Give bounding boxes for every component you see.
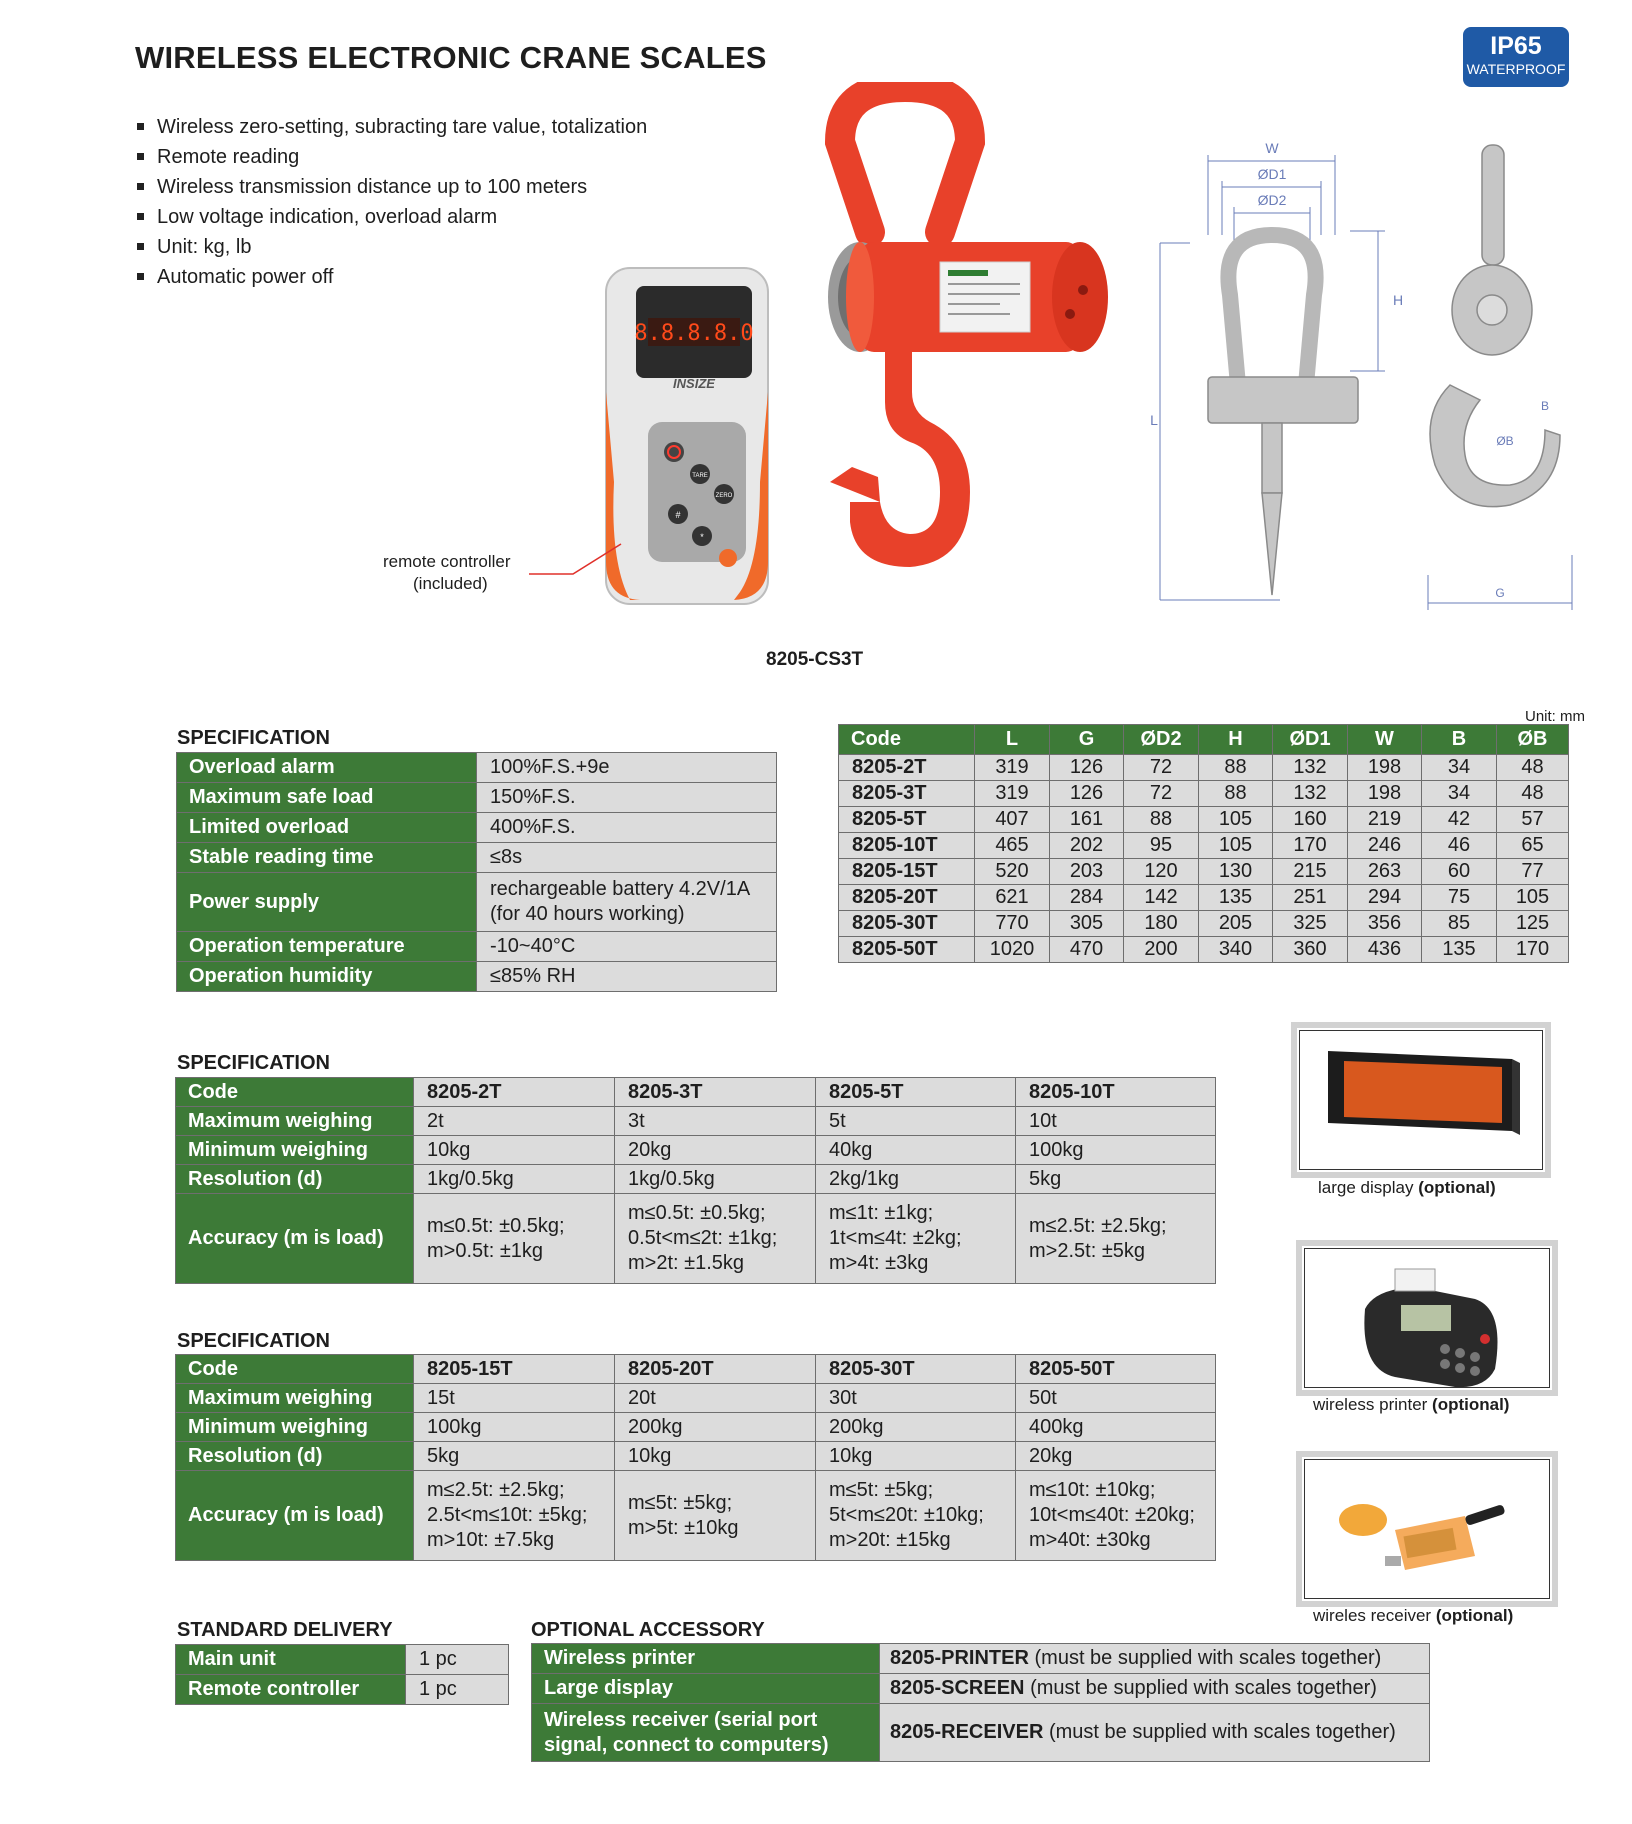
column-header: ØD1 bbox=[1273, 725, 1348, 755]
dim-value: 72 bbox=[1124, 781, 1199, 807]
spec-value: 20kg bbox=[615, 1136, 816, 1165]
accessory-note: (must be supplied with scales together) bbox=[1034, 1647, 1382, 1669]
table-row bbox=[839, 859, 1569, 885]
remote-caption-line1: remote controller bbox=[383, 552, 511, 571]
accuracy-cell bbox=[1016, 1471, 1216, 1561]
large-display-image bbox=[1291, 1022, 1551, 1178]
spec-label: Accuracy (m is load) bbox=[176, 1471, 414, 1561]
standard-delivery-table bbox=[175, 1644, 509, 1705]
dim-value: 215 bbox=[1273, 859, 1348, 885]
table-row bbox=[177, 843, 777, 873]
spec-value: 400kg bbox=[1016, 1413, 1216, 1442]
feature-item: Automatic power off bbox=[135, 262, 647, 292]
column-header: B bbox=[1422, 725, 1497, 755]
spec1-title: SPECIFICATION bbox=[177, 727, 330, 749]
accuracy-line: m>5t: ±10kg bbox=[628, 1516, 739, 1539]
dim-value: 319 bbox=[975, 755, 1050, 781]
accuracy-cell bbox=[414, 1471, 615, 1561]
dim-value: 294 bbox=[1348, 885, 1422, 911]
delivery-item: Main unit bbox=[176, 1645, 406, 1675]
dim-value: 319 bbox=[975, 781, 1050, 807]
dim-value: 142 bbox=[1124, 885, 1199, 911]
accessory-code: 8205-PRINTER bbox=[890, 1647, 1029, 1669]
dim-value: 251 bbox=[1273, 885, 1348, 911]
table-row bbox=[177, 753, 777, 783]
dim-value: 72 bbox=[1124, 755, 1199, 781]
spec-value: 3t bbox=[615, 1107, 816, 1136]
spec-label: Maximum safe load bbox=[177, 783, 477, 813]
spec-label: Code bbox=[176, 1078, 414, 1107]
spec-value: -10~40°C bbox=[477, 932, 777, 962]
table-header-row bbox=[839, 725, 1569, 755]
column-header: L bbox=[975, 725, 1050, 755]
spec-value: 400%F.S. bbox=[477, 813, 777, 843]
spec-label: Limited overload bbox=[177, 813, 477, 843]
dim-label-h: H bbox=[1392, 292, 1404, 308]
spec-code: 8205-3T bbox=[615, 1078, 816, 1107]
callout-line bbox=[525, 540, 625, 580]
dim-value: 246 bbox=[1348, 833, 1422, 859]
dim-value: 263 bbox=[1348, 859, 1422, 885]
spec-label: Power supply bbox=[177, 873, 477, 932]
accessory-code: 8205-SCREEN bbox=[890, 1677, 1025, 1699]
spec-label: Accuracy (m is load) bbox=[176, 1194, 414, 1284]
accessory-item-line: signal, connect to computers) bbox=[544, 1733, 829, 1756]
dim-value: 75 bbox=[1422, 885, 1497, 911]
receiver-icon bbox=[1305, 1460, 1559, 1608]
table-row bbox=[177, 873, 777, 932]
dimensions-table bbox=[838, 724, 1569, 963]
dim-value: 60 bbox=[1422, 859, 1497, 885]
spec-code: 8205-2T bbox=[414, 1078, 615, 1107]
spec-code: 8205-15T bbox=[414, 1355, 615, 1384]
dim-code: 8205-10T bbox=[839, 833, 975, 859]
column-header: G bbox=[1050, 725, 1124, 755]
dim-value: 105 bbox=[1199, 807, 1273, 833]
spec-value: 5t bbox=[816, 1107, 1016, 1136]
accuracy-line: m≤2.5t: ±2.5kg; bbox=[427, 1479, 565, 1501]
spec-value: 10t bbox=[1016, 1107, 1216, 1136]
accuracy-line: m≤1t: ±1kg; bbox=[829, 1202, 934, 1224]
dim-value: 88 bbox=[1199, 755, 1273, 781]
accessory-item bbox=[532, 1704, 880, 1762]
dim-value: 48 bbox=[1497, 781, 1569, 807]
dim-value: 88 bbox=[1199, 781, 1273, 807]
dim-value: 1020 bbox=[975, 937, 1050, 963]
wireless-printer-caption bbox=[1313, 1395, 1509, 1415]
spec-label: Maximum weighing bbox=[176, 1107, 414, 1136]
dim-value: 198 bbox=[1348, 781, 1422, 807]
table-row bbox=[177, 813, 777, 843]
spec-label: Minimum weighing bbox=[176, 1413, 414, 1442]
hash-key-label: # bbox=[675, 510, 681, 520]
spec-label: Stable reading time bbox=[177, 843, 477, 873]
table-row bbox=[176, 1384, 1216, 1413]
spec-value: 200kg bbox=[615, 1413, 816, 1442]
dim-value: 77 bbox=[1497, 859, 1569, 885]
caption-text: wireless printer bbox=[1313, 1395, 1428, 1414]
accessory-code: 8205-RECEIVER bbox=[890, 1721, 1044, 1743]
dim-value: 407 bbox=[975, 807, 1050, 833]
accessory-item: Large display bbox=[532, 1674, 880, 1704]
dim-code: 8205-50T bbox=[839, 937, 975, 963]
dim-value: 34 bbox=[1422, 755, 1497, 781]
feature-item: Unit: kg, lb bbox=[135, 232, 647, 262]
dim-value: 135 bbox=[1422, 937, 1497, 963]
accuracy-line: m>40t: ±30kg bbox=[1029, 1529, 1151, 1551]
spec-value: 20t bbox=[615, 1384, 816, 1413]
column-header: W bbox=[1348, 725, 1422, 755]
star-key-label: * bbox=[700, 532, 704, 542]
spec-label: Resolution (d) bbox=[176, 1165, 414, 1194]
dim-value: 770 bbox=[975, 911, 1050, 937]
standard-delivery-title: STANDARD DELIVERY bbox=[177, 1619, 393, 1641]
dim-value: 305 bbox=[1050, 911, 1124, 937]
page-title: WIRELESS ELECTRONIC CRANE SCALES bbox=[135, 40, 767, 75]
accuracy-line: 5t<m≤20t: ±10kg; bbox=[829, 1504, 984, 1526]
dim-value: 436 bbox=[1348, 937, 1422, 963]
spec-value: 1kg/0.5kg bbox=[414, 1165, 615, 1194]
dim-value: 356 bbox=[1348, 911, 1422, 937]
dim-value: 465 bbox=[975, 833, 1050, 859]
remote-brand-logo: INSIZE bbox=[673, 376, 715, 391]
spec-code: 8205-20T bbox=[615, 1355, 816, 1384]
accuracy-cell bbox=[615, 1471, 816, 1561]
spec-value: 10kg bbox=[615, 1442, 816, 1471]
caption-optional: (optional) bbox=[1435, 1606, 1514, 1625]
remote-display-digits: 8.8.8.8.0 bbox=[634, 321, 754, 346]
product-model: 8205-CS3T bbox=[766, 649, 864, 670]
caption-optional: (optional) bbox=[1418, 1178, 1496, 1197]
delivery-qty: 1 pc bbox=[406, 1645, 509, 1675]
caption-optional: (optional) bbox=[1432, 1395, 1510, 1414]
spec-value: 5kg bbox=[1016, 1165, 1216, 1194]
spec2-table bbox=[175, 1077, 1216, 1284]
dim-value: 130 bbox=[1199, 859, 1273, 885]
dim-label-l: L bbox=[1150, 412, 1158, 428]
remote-caption-line2: (included) bbox=[413, 574, 488, 593]
spec-label: Operation humidity bbox=[177, 962, 477, 992]
dim-value: 360 bbox=[1273, 937, 1348, 963]
table-row bbox=[532, 1704, 1430, 1762]
dim-value: 88 bbox=[1124, 807, 1199, 833]
spec-value: 200kg bbox=[816, 1413, 1016, 1442]
dimension-drawing bbox=[1150, 135, 1582, 610]
table-row bbox=[839, 781, 1569, 807]
dim-value: 170 bbox=[1497, 937, 1569, 963]
spec-value: 150%F.S. bbox=[477, 783, 777, 813]
feature-list bbox=[135, 112, 647, 292]
dim-value: 120 bbox=[1124, 859, 1199, 885]
spec-value bbox=[477, 873, 777, 932]
accuracy-cell bbox=[615, 1194, 816, 1284]
table-row bbox=[839, 755, 1569, 781]
table-row bbox=[839, 911, 1569, 937]
dim-value: 198 bbox=[1348, 755, 1422, 781]
accuracy-line: 10t<m≤40t: ±20kg; bbox=[1029, 1504, 1195, 1526]
table-row bbox=[176, 1442, 1216, 1471]
table-row bbox=[177, 783, 777, 813]
dim-value: 95 bbox=[1124, 833, 1199, 859]
accuracy-line: m≤2.5t: ±2.5kg; bbox=[1029, 1214, 1167, 1237]
caption-text: wireles receiver bbox=[1313, 1606, 1432, 1625]
accessory-note: (must be supplied with scales together) bbox=[1030, 1677, 1377, 1699]
dim-label-g: G bbox=[1495, 586, 1505, 600]
table-row bbox=[839, 807, 1569, 833]
delivery-qty: 1 pc bbox=[406, 1675, 509, 1705]
dim-value: 34 bbox=[1422, 781, 1497, 807]
dim-label-b: B bbox=[1540, 399, 1550, 413]
accessory-code-cell bbox=[880, 1674, 1430, 1704]
table-row bbox=[176, 1078, 1216, 1107]
dim-value: 621 bbox=[975, 885, 1050, 911]
dim-value: 85 bbox=[1422, 911, 1497, 937]
accessory-code-cell bbox=[880, 1704, 1430, 1762]
zero-key-label: ZERO bbox=[715, 493, 733, 499]
accuracy-cell bbox=[816, 1471, 1016, 1561]
accessory-note: (must be supplied with scales together) bbox=[1048, 1721, 1396, 1743]
table-row bbox=[532, 1674, 1430, 1704]
caption-text: large display bbox=[1318, 1178, 1414, 1197]
table-row bbox=[176, 1471, 1216, 1561]
accuracy-cell bbox=[816, 1194, 1016, 1284]
spec-label: Overload alarm bbox=[177, 753, 477, 783]
spec-value: 5kg bbox=[414, 1442, 615, 1471]
spec-label: Code bbox=[176, 1355, 414, 1384]
accuracy-line: 0.5t<m≤2t: ±1kg; bbox=[628, 1227, 778, 1249]
unit-label: Unit: mm bbox=[1525, 708, 1585, 725]
column-header: ØD2 bbox=[1124, 725, 1199, 755]
spec3-title: SPECIFICATION bbox=[177, 1330, 330, 1352]
dim-value: 470 bbox=[1050, 937, 1124, 963]
accuracy-line: m>2.5t: ±5kg bbox=[1029, 1239, 1146, 1262]
table-row bbox=[176, 1107, 1216, 1136]
optional-accessory-table bbox=[531, 1643, 1430, 1762]
table-row bbox=[176, 1645, 509, 1675]
feature-item: Wireless zero-setting, subracting tare value, totalization bbox=[135, 112, 647, 142]
table-row bbox=[176, 1675, 509, 1705]
dim-value: 105 bbox=[1199, 833, 1273, 859]
spec-value: ≤85% RH bbox=[477, 962, 777, 992]
accessory-item-line: Wireless receiver (serial port bbox=[544, 1708, 818, 1731]
accuracy-line: m>0.5t: ±1kg bbox=[427, 1239, 544, 1262]
table-row bbox=[176, 1194, 1216, 1284]
table-row bbox=[176, 1355, 1216, 1384]
dim-value: 135 bbox=[1199, 885, 1273, 911]
dim-value: 205 bbox=[1199, 911, 1273, 937]
table-row bbox=[176, 1413, 1216, 1442]
dim-value: 284 bbox=[1050, 885, 1124, 911]
spec-value: 50t bbox=[1016, 1384, 1216, 1413]
accuracy-cell bbox=[414, 1194, 615, 1284]
dim-value: 48 bbox=[1497, 755, 1569, 781]
ip65-badge bbox=[1463, 27, 1569, 87]
spec-label: Resolution (d) bbox=[176, 1442, 414, 1471]
accuracy-line: m≤0.5t: ±0.5kg; bbox=[427, 1214, 565, 1237]
column-header: Code bbox=[839, 725, 975, 755]
dim-value: 325 bbox=[1273, 911, 1348, 937]
accessory-code-cell bbox=[880, 1644, 1430, 1674]
spec-value: 100kg bbox=[414, 1413, 615, 1442]
spec1-table bbox=[176, 752, 777, 992]
badge-label: WATERPROOF bbox=[1466, 61, 1566, 77]
spec-value: 10kg bbox=[414, 1136, 615, 1165]
dim-value: 520 bbox=[975, 859, 1050, 885]
spec-label: Minimum weighing bbox=[176, 1136, 414, 1165]
dim-value: 161 bbox=[1050, 807, 1124, 833]
table-row bbox=[839, 885, 1569, 911]
spec-label: Maximum weighing bbox=[176, 1384, 414, 1413]
dim-value: 42 bbox=[1422, 807, 1497, 833]
feature-item: Wireless transmission distance up to 100 meters bbox=[135, 172, 647, 202]
spec-value-line: (for 40 hours working) bbox=[490, 903, 685, 925]
spec-value: 15t bbox=[414, 1384, 615, 1413]
spec-value: 40kg bbox=[816, 1136, 1016, 1165]
wireless-receiver-caption bbox=[1313, 1606, 1513, 1626]
table-row bbox=[176, 1136, 1216, 1165]
dim-value: 125 bbox=[1497, 911, 1569, 937]
dim-value: 65 bbox=[1497, 833, 1569, 859]
accuracy-cell bbox=[1016, 1194, 1216, 1284]
dim-label-ob: ØB bbox=[1496, 434, 1514, 448]
dim-value: 132 bbox=[1273, 755, 1348, 781]
dim-code: 8205-20T bbox=[839, 885, 975, 911]
spec-value: ≤8s bbox=[477, 843, 777, 873]
spec-code: 8205-50T bbox=[1016, 1355, 1216, 1384]
dim-value: 202 bbox=[1050, 833, 1124, 859]
accuracy-line: m≤5t: ±5kg; bbox=[628, 1491, 733, 1514]
spec-code: 8205-30T bbox=[816, 1355, 1016, 1384]
accuracy-line: m>10t: ±7.5kg bbox=[427, 1529, 555, 1551]
dim-value: 46 bbox=[1422, 833, 1497, 859]
accuracy-line: 2.5t<m≤10t: ±5kg; bbox=[427, 1504, 588, 1526]
table-row bbox=[177, 932, 777, 962]
column-header: ØB bbox=[1497, 725, 1569, 755]
dim-label-d1: ØD1 bbox=[1257, 166, 1287, 182]
spec-value: 1kg/0.5kg bbox=[615, 1165, 816, 1194]
accuracy-line: m≤5t: ±5kg; bbox=[829, 1479, 934, 1501]
spec-value: 30t bbox=[816, 1384, 1016, 1413]
dim-value: 203 bbox=[1050, 859, 1124, 885]
dim-value: 126 bbox=[1050, 781, 1124, 807]
spec-value-line: rechargeable battery 4.2V/1A bbox=[490, 878, 751, 900]
dim-value: 340 bbox=[1199, 937, 1273, 963]
dim-value: 180 bbox=[1124, 911, 1199, 937]
table-row bbox=[532, 1644, 1430, 1674]
dim-value: 126 bbox=[1050, 755, 1124, 781]
table-row bbox=[177, 962, 777, 992]
large-display-icon bbox=[1300, 1031, 1552, 1179]
tare-key-label: TARE bbox=[692, 473, 708, 479]
table-row bbox=[839, 937, 1569, 963]
spec-value: 10kg bbox=[816, 1442, 1016, 1471]
accuracy-line: m≤0.5t: ±0.5kg; bbox=[628, 1202, 766, 1224]
spec-value: 20kg bbox=[1016, 1442, 1216, 1471]
wireless-printer-image bbox=[1296, 1240, 1558, 1396]
wireless-receiver-image bbox=[1296, 1451, 1558, 1607]
dim-value: 105 bbox=[1497, 885, 1569, 911]
accuracy-line: m≤10t: ±10kg; bbox=[1029, 1479, 1156, 1501]
dim-code: 8205-5T bbox=[839, 807, 975, 833]
optional-accessory-title: OPTIONAL ACCESSORY bbox=[531, 1619, 765, 1641]
feature-item: Low voltage indication, overload alarm bbox=[135, 202, 647, 232]
remote-controller-image bbox=[600, 262, 780, 612]
delivery-item: Remote controller bbox=[176, 1675, 406, 1705]
dim-label-w: W bbox=[1265, 140, 1279, 156]
accuracy-line: m>4t: ±3kg bbox=[829, 1252, 929, 1274]
dim-value: 219 bbox=[1348, 807, 1422, 833]
dim-code: 8205-3T bbox=[839, 781, 975, 807]
spec-value: 2kg/1kg bbox=[816, 1165, 1016, 1194]
table-row bbox=[176, 1165, 1216, 1194]
dim-value: 200 bbox=[1124, 937, 1199, 963]
dim-code: 8205-2T bbox=[839, 755, 975, 781]
badge-rating: IP65 bbox=[1490, 32, 1542, 60]
spec-value: 100%F.S.+9e bbox=[477, 753, 777, 783]
spec-value: 2t bbox=[414, 1107, 615, 1136]
accuracy-line: m>2t: ±1.5kg bbox=[628, 1252, 745, 1274]
dim-code: 8205-30T bbox=[839, 911, 975, 937]
table-row bbox=[839, 833, 1569, 859]
spec2-title: SPECIFICATION bbox=[177, 1052, 330, 1074]
spec-label: Operation temperature bbox=[177, 932, 477, 962]
spec-code: 8205-5T bbox=[816, 1078, 1016, 1107]
spec-code: 8205-10T bbox=[1016, 1078, 1216, 1107]
dim-code: 8205-15T bbox=[839, 859, 975, 885]
spec-value: 100kg bbox=[1016, 1136, 1216, 1165]
dim-value: 57 bbox=[1497, 807, 1569, 833]
accuracy-line: 1t<m≤4t: ±2kg; bbox=[829, 1227, 962, 1249]
dim-label-d2: ØD2 bbox=[1257, 192, 1287, 208]
feature-item: Remote reading bbox=[135, 142, 647, 172]
dim-value: 160 bbox=[1273, 807, 1348, 833]
printer-icon bbox=[1305, 1249, 1559, 1397]
dim-value: 132 bbox=[1273, 781, 1348, 807]
accessory-item: Wireless printer bbox=[532, 1644, 880, 1674]
dim-value: 170 bbox=[1273, 833, 1348, 859]
accuracy-line: m>20t: ±15kg bbox=[829, 1529, 951, 1551]
spec3-table bbox=[175, 1354, 1216, 1561]
crane-scale-image bbox=[800, 82, 1130, 592]
large-display-caption bbox=[1318, 1178, 1496, 1198]
column-header: H bbox=[1199, 725, 1273, 755]
